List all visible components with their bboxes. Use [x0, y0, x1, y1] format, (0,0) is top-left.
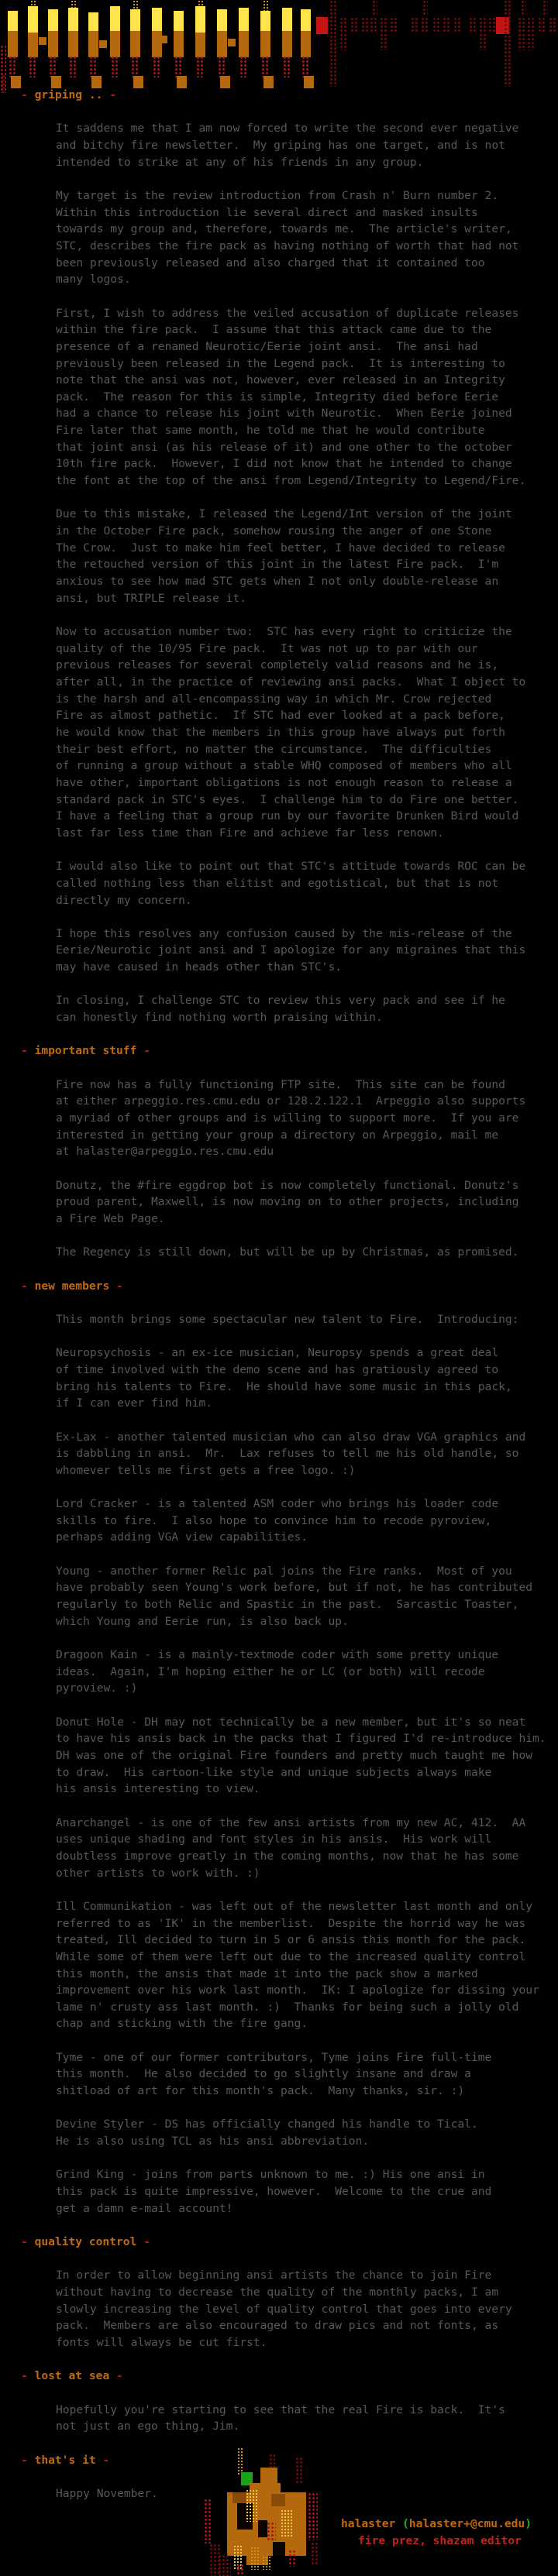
- text-line: Grind King - joins from parts unknown to me. :) His one ansi in: [56, 2168, 485, 2182]
- art-block: [9, 56, 17, 77]
- text-line: Fire now has a fully functioning FTP site. This site can be found: [56, 1077, 505, 1091]
- text-line: Ex-Lax - another talented musician who can also draw VGA graphics and: [56, 1430, 526, 1444]
- text-line: of running a group without a stable WHQ composed of members who all: [56, 759, 512, 773]
- blank-line: [0, 606, 558, 623]
- section-header-lost-at-sea: - lost at sea -: [21, 2369, 123, 2383]
- newsletter-body: [0, 87, 558, 2519]
- art-block: [370, 17, 377, 33]
- blank-line: [0, 2100, 558, 2117]
- text-line: at either arpeggio.res.cmu.edu or 128.2.122.1 Arpeggio also supports: [56, 1094, 526, 1108]
- blank-line: [0, 489, 558, 507]
- text-line: regularly to both Relic and Spastic in the past. Sarcastic Toaster,: [56, 1598, 519, 1612]
- art-block: [28, 6, 38, 33]
- text-line: other artists to work with. :): [56, 1866, 260, 1880]
- blank-line: [0, 908, 558, 926]
- blank-line: [0, 842, 558, 859]
- text-line: after all, in the practice of reviewing ansi packs. What I object to: [56, 675, 526, 689]
- art-block: [130, 31, 140, 57]
- blank-line: [0, 1228, 558, 1245]
- text-line: called nothing less than elitist and egotistical, but that is not: [56, 876, 499, 890]
- text-line: improvement over his work last month. IK: I apologize for dissing your: [56, 1984, 539, 1997]
- text-line: I hope this resolves any confusion caused by the mis-release of the: [56, 926, 512, 940]
- text-line: Ill Communikation - was left out of the newsletter last month and only: [56, 1899, 533, 1913]
- text-line: Anarchangel - is one of the few ansi artists from my new AC, 412. AA: [56, 1815, 526, 1829]
- text-line: ideas. Again, I'm hoping either he or LC (or both) will recode: [56, 1664, 485, 1678]
- text-line: 10th fire pack. However, I did not know that he intended to change: [56, 457, 512, 471]
- art-block: [267, 2522, 276, 2540]
- text-line: in the October Fire pack, somehow rousing the anger of one Stone: [56, 524, 492, 538]
- text-line: My target is the review introduction from Crash n' Burn number 2.: [56, 188, 499, 202]
- art-block: [8, 11, 18, 31]
- art-block: [350, 17, 357, 33]
- blank-line: [0, 2150, 558, 2167]
- art-block: [538, 17, 545, 33]
- art-block: [311, 2542, 319, 2565]
- blank-line: [0, 104, 558, 121]
- blank-line: [0, 1026, 558, 1043]
- text-line: Fire as almost pathetic. If STC had ever looked at a pack before,: [56, 709, 505, 723]
- art-block: [39, 37, 46, 45]
- blank-line: [0, 2217, 558, 2234]
- text-line: treated, Ill decided to turn in 5 or 6 ansis this month for the pack.: [56, 1933, 526, 1947]
- art-block: [432, 17, 439, 33]
- text-line: within the fire pack. I assume that this attack came due to the: [56, 323, 492, 337]
- blank-line: [0, 288, 558, 305]
- art-block: [49, 56, 57, 77]
- art-block: [542, 0, 548, 15]
- art-block: [339, 33, 346, 50]
- art-block: [237, 2447, 244, 2475]
- art-block: [29, 56, 37, 77]
- text-line: This month brings some spectacular new talent to Fire. Introducing:: [56, 1312, 519, 1326]
- section-header-new-members: - new members -: [21, 1279, 123, 1293]
- blank-line: [0, 2032, 558, 2049]
- art-block: [196, 56, 205, 77]
- text-line: Fire later that same month, he told me that he would contribute: [56, 424, 485, 438]
- text-line: note that the ansi was not, however, ever released in an Integrity: [56, 373, 505, 387]
- art-block: [131, 56, 140, 77]
- text-line: standard pack in STC's eyes. I challenge him to do Fire one better.: [56, 792, 519, 806]
- art-block: [48, 9, 58, 31]
- text-line: Now to accusation number two: STC has every right to criticize the: [56, 625, 512, 638]
- text-line: presence of a renamed Neurotic/Eerie joint ansi. The ansi had: [56, 339, 478, 353]
- art-block: [217, 31, 227, 57]
- text-line: at halaster@arpeggio.res.cmu.edu: [56, 1145, 274, 1159]
- art-block: [380, 33, 387, 50]
- text-line: Within this introduction lie several direct and masked insults: [56, 205, 478, 219]
- text-line: Due to this mistake, I released the Legend/Int version of the joint: [56, 507, 512, 521]
- art-block: [260, 31, 270, 57]
- art-block: [453, 17, 460, 33]
- art-block: [308, 2492, 318, 2540]
- art-block: [288, 2550, 296, 2567]
- text-line: can honestly find nothing worth praising within.: [56, 1011, 383, 1025]
- text-line: Eerie/Neurotic joint ansi and I apologize for any migraines that this: [56, 943, 526, 957]
- text-line: Donutz, the #fire eggdrop bot is now completely functional. Donutz's: [56, 1178, 519, 1192]
- art-block: [295, 2457, 302, 2483]
- text-line: which Young and Eerie run, is also back up.: [56, 1614, 349, 1628]
- art-block: [152, 8, 162, 31]
- art-block: [527, 33, 534, 50]
- blank-line: [0, 2385, 558, 2402]
- text-line: and bitchy fire newsletter. My griping has one target, and is not: [56, 138, 505, 152]
- section-header-important-stuff: - important stuff -: [21, 1044, 150, 1058]
- art-block: [301, 56, 310, 77]
- text-line: been previously released and also charged that it contained too: [56, 256, 485, 270]
- art-block: [329, 0, 336, 87]
- text-line: ansi, but TRIPLE release it.: [56, 591, 247, 605]
- text-line: to have his ansis back in the packs that I figured I'd re-introduce him.: [56, 1732, 546, 1746]
- art-block: [411, 17, 418, 33]
- text-line: shitload of art for this month's pack. Many thanks, sir. :): [56, 2084, 465, 2098]
- text-line: fonts will always be cut first.: [56, 2335, 267, 2349]
- section-header-thats-it: - that's it -: [21, 2453, 110, 2467]
- text-line: last far less time than Fire and achieve far less renown.: [56, 826, 444, 840]
- text-line: his ansis interesting to view.: [56, 1782, 260, 1796]
- text-line: directly my concern.: [56, 893, 192, 907]
- art-block: [69, 56, 78, 77]
- text-line: whomever tells me first gets a free logo. :): [56, 1463, 356, 1477]
- art-block: [48, 31, 58, 57]
- text-line: The Regency is still down, but will be up by Christmas, as promised.: [56, 1245, 519, 1259]
- art-block: [239, 8, 249, 31]
- art-block: [488, 17, 495, 33]
- text-line: pyroview. :): [56, 1681, 138, 1695]
- art-block: [361, 17, 368, 33]
- art-block: [527, 17, 534, 33]
- art-block: [239, 56, 248, 77]
- text-line: pack. The reason for this is simple, Integrity died before Eerie: [56, 390, 499, 404]
- art-block: [228, 39, 236, 46]
- art-block: [88, 12, 98, 31]
- text-line: chap and sticking with the fire gang.: [56, 2017, 308, 2031]
- text-line: intended to strike at any of his friends in any group.: [56, 155, 424, 169]
- art-block: [174, 56, 183, 77]
- text-line: get a damn e-mail account!: [56, 2201, 233, 2215]
- text-line: He is also using TCL as his ansi abbreviation.: [56, 2135, 370, 2148]
- text-line: Dragoon Kain - is a mainly-textmode coder with some pretty unique: [56, 1648, 499, 1662]
- text-line: Hopefully you're starting to see that the real Fire is back. It's: [56, 2403, 505, 2416]
- text-line: a myriad of other groups and is willing to support more. If you are: [56, 1111, 519, 1125]
- art-block: [262, 2556, 271, 2570]
- text-line: the retouched version of this joint in the latest Fire pack. I'm: [56, 558, 499, 572]
- blank-line: [0, 2435, 558, 2452]
- blank-line: [0, 170, 558, 187]
- art-block: [68, 8, 78, 31]
- art-block: [89, 56, 98, 77]
- author-name: halaster: [341, 2517, 403, 2530]
- text-line: that joint ansi (as his release of it) and one other to the october: [56, 440, 512, 454]
- art-block: [110, 31, 120, 57]
- text-line: this pack is quite impressive, however. Welcome to the crue and: [56, 2185, 492, 2199]
- blank-line: [0, 1630, 558, 1647]
- text-line: skills to fire. I also hope to convince him to recode pyroview,: [56, 1513, 492, 1527]
- art-block: [28, 33, 38, 57]
- blank-line: [0, 1479, 558, 1496]
- text-line: Tyme - one of our former contributors, Tyme joins Fire full-time: [56, 2050, 492, 2064]
- text-line: Devine Styler - DS has officially changed his handle to Tical.: [56, 2117, 478, 2131]
- text-line: anxious to see how mad STC gets when I not only double-release an: [56, 575, 499, 589]
- author-email: halaster+@cmu.edu: [408, 2517, 525, 2530]
- art-block: [160, 36, 167, 43]
- section-header-griping: - griping .. -: [21, 88, 117, 101]
- text-line: In closing, I challenge STC to review this very pack and see if he: [56, 994, 505, 1008]
- text-line: without having to decrease the quality of the monthly packs, I am: [56, 2285, 499, 2299]
- art-block: [380, 17, 387, 33]
- art-block: [195, 33, 205, 57]
- art-block: [422, 0, 428, 15]
- art-block: [301, 31, 311, 57]
- text-line: slowly increasing the level of quality control that goes into every: [56, 2302, 512, 2316]
- text-line: he would know that the members in this group have always put forth: [56, 725, 505, 739]
- paren-close: ): [525, 2517, 532, 2530]
- text-line: previously been released in the Legend pack. It is interesting to: [56, 356, 505, 370]
- text-line: doubtless improve greatly in the coming months, now that he has some: [56, 1849, 519, 1863]
- text-line: lame n' crusty ass last month. :) Thanks for being such a jolly old: [56, 2000, 519, 2014]
- art-block: [250, 2547, 260, 2570]
- art-block: [372, 0, 377, 15]
- art-block: [217, 9, 227, 31]
- art-block: [261, 56, 270, 77]
- blank-line: [0, 1261, 558, 1278]
- text-line: bring his talents to Fire. He should have some music in this pack,: [56, 1379, 512, 1393]
- text-line: While some of them were left out due to the increased quality control: [56, 1949, 526, 1963]
- text-line: referred to as 'IK' in the memberlist. Despite the horrid way he was: [56, 1916, 526, 1930]
- blank-line: [0, 1294, 558, 1311]
- text-line: is the harsh and all-encompassing way in which Mr. Crow rejected: [56, 692, 492, 706]
- art-block: [316, 17, 328, 34]
- text-line: Neuropsychosis - an ex-ice musician, Neuropsy spends a great deal: [56, 1346, 499, 1360]
- text-line: of time involved with the demo scene and has gratiously agreed to: [56, 1362, 499, 1376]
- text-line: uses unique shading and font styles in his ansis. His work will: [56, 1832, 492, 1846]
- text-line: It saddens me that I am now forced to write the second ever negative: [56, 122, 519, 136]
- text-line: not just an ego thing, Jim.: [56, 2420, 240, 2433]
- art-block: [239, 31, 249, 57]
- blank-line: [0, 976, 558, 993]
- text-line: Donut Hole - DH may not technically be a new member, but it's so neat: [56, 1715, 526, 1729]
- paren-open: (: [402, 2517, 409, 2530]
- art-block: [549, 17, 556, 33]
- text-line: this month, the ansis that made it into the pack show a marked: [56, 1966, 478, 1980]
- art-block: [218, 2554, 231, 2576]
- text-line: had a chance to release his joint with Neurotic. When Eerie joined: [56, 407, 512, 421]
- blank-line: [0, 1160, 558, 1177]
- art-block: [271, 2494, 285, 2506]
- blank-line: [0, 1412, 558, 1429]
- text-line: quality of the 10/95 Fire pack. It was not up to par with our: [56, 641, 478, 655]
- text-line: is dabbling in ansi. Mr. Lax refuses to tell me his old handle, so: [56, 1447, 519, 1461]
- text-line: this month. He also decided to go slightly insane and draw a: [56, 2067, 471, 2081]
- art-block: [273, 2542, 285, 2556]
- art-block: [260, 11, 270, 31]
- text-line: STC, describes the fire pack as having nothing of worth that had not: [56, 239, 519, 252]
- art-block: [479, 17, 486, 33]
- art-block: [110, 6, 120, 31]
- text-line: towards my group and, therefore, towards me. The article's writer,: [56, 222, 512, 236]
- art-block: [111, 56, 119, 77]
- text-line: interested in getting your group a directory on Arpeggio, mail me: [56, 1128, 499, 1142]
- text-line: Young - another former Relic pal joins the Fire ranks. Most of you: [56, 1564, 512, 1578]
- author-role: fire prez, shazam editor: [358, 2534, 522, 2547]
- blank-line: [0, 1546, 558, 1563]
- text-line: proud parent, Maxwell, is now moving on to other projects, including: [56, 1195, 519, 1209]
- art-block: [218, 56, 226, 77]
- section-header-quality-control: - quality control -: [21, 2235, 150, 2248]
- art-block: [521, 0, 526, 15]
- art-block: [246, 2489, 258, 2522]
- art-block: [301, 9, 311, 31]
- text-line: First, I wish to address the veiled accusation of duplicate releases: [56, 306, 519, 320]
- blank-line: [0, 2251, 558, 2268]
- art-block: [518, 17, 525, 33]
- art-block: [236, 2564, 244, 2576]
- blank-line: [0, 1328, 558, 1345]
- art-block: [195, 6, 205, 33]
- text-line: DH was one of the original Fire founders and pretty much taught me how: [56, 1748, 533, 1762]
- art-block: [443, 17, 450, 33]
- art-block: [8, 31, 18, 57]
- text-line: The Crow. Just to make him feel better, I have decided to release: [56, 541, 505, 555]
- art-block: [88, 31, 98, 57]
- text-line: pack. Members are also encouraged to draw pics and not fonts, as: [56, 2319, 499, 2333]
- blank-line: [0, 1881, 558, 1898]
- text-line: have other, important obligations is not enough reason to release a: [56, 775, 512, 789]
- blank-line: [0, 1060, 558, 1077]
- art-block: [282, 31, 292, 57]
- art-block: [282, 8, 292, 31]
- blank-line: [0, 1798, 558, 1815]
- author-credit: [341, 2516, 532, 2533]
- art-block: [68, 31, 78, 57]
- text-line: Lord Cracker - is a talented ASM coder who brings his loader code: [56, 1497, 499, 1511]
- art-block: [99, 40, 107, 48]
- text-line: many logos.: [56, 273, 131, 287]
- art-block: [174, 11, 184, 31]
- text-line: may have caused in heads other than STC's.: [56, 960, 343, 974]
- blank-line: [0, 1697, 558, 1714]
- art-block: [174, 31, 184, 57]
- art-block: [339, 17, 346, 33]
- text-line: previous releases for several completely valid reasons and he is,: [56, 658, 499, 672]
- art-block: [232, 2492, 246, 2503]
- text-line: In order to allow beginning ansi artists the chance to join Fire: [56, 2269, 492, 2282]
- art-block: [281, 2509, 293, 2537]
- art-block: [479, 33, 486, 50]
- art-block: [153, 56, 161, 77]
- art-block: [130, 9, 140, 31]
- art-block: [421, 17, 428, 33]
- art-block: [469, 17, 476, 33]
- text-line: perhaps adding VGA view capabilities.: [56, 1530, 308, 1544]
- art-block: [204, 2499, 212, 2543]
- text-line: to draw. His cartoon-like style and unique subjects always make: [56, 1765, 492, 1779]
- art-block: [390, 17, 397, 33]
- art-block: [504, 0, 511, 87]
- text-line: I have a feeling that a group run by our favorite Drunken Bird would: [56, 809, 519, 823]
- text-line: I would also like to point out that STC's attitude towards ROC can be: [56, 860, 526, 874]
- text-line: a Fire Web Page.: [56, 1211, 165, 1225]
- text-line: their best effort, no matter the circumstance. The difficulties: [56, 742, 492, 756]
- text-line: if I can ever find him.: [56, 1396, 213, 1410]
- art-block: [518, 33, 525, 50]
- art-block: [283, 56, 291, 77]
- text-line: Happy November.: [56, 2486, 158, 2500]
- text-line: the font at the top of the ansi from Legend/Integrity to Legend/Fire.: [56, 474, 526, 488]
- blank-line: [0, 2351, 558, 2368]
- text-line: have probably seen Young's work before, but if not, he has contributed: [56, 1581, 533, 1595]
